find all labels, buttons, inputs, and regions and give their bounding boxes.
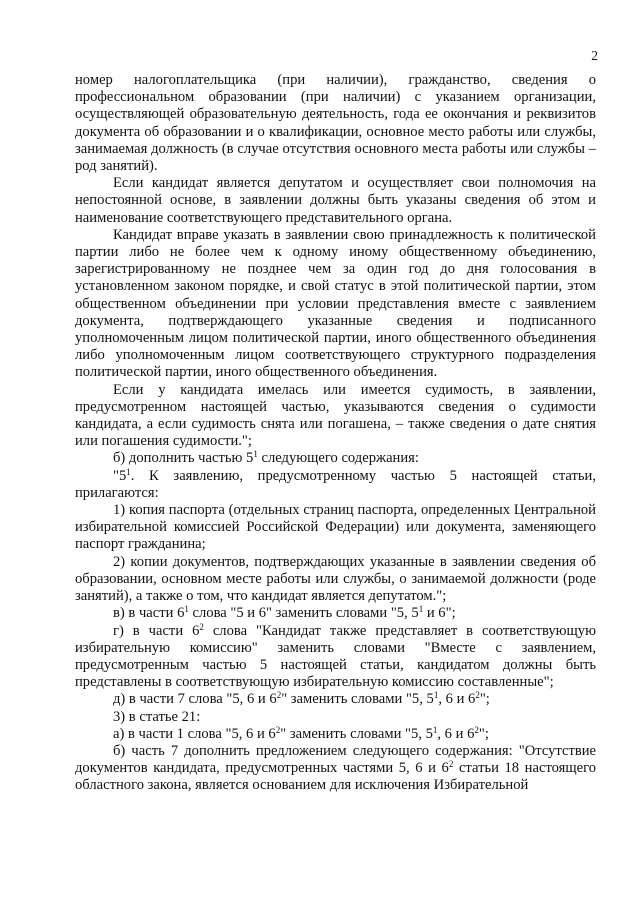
page-number: 2 <box>591 48 598 63</box>
text-run: г) в части 6 <box>113 622 200 639</box>
text-run: 1) копия паспорта (отдельных страниц паспорта, определенных Центральной избирательной комиссией Российской Федерации) или документа, заменяющего паспорт гражданина; <box>75 502 596 553</box>
paragraph-p2 <box>75 175 596 227</box>
superscript: 1 <box>253 449 258 460</box>
text-run: и 6"; <box>423 605 456 622</box>
paragraph-p3 <box>75 227 596 382</box>
superscript: 1 <box>126 466 131 477</box>
superscript: 2 <box>474 724 479 735</box>
paragraph-p13 <box>75 726 596 743</box>
text-run: следующего содержания: <box>257 450 419 467</box>
text-run: " заменить словами "5, 5 <box>281 691 434 708</box>
superscript: 2 <box>448 759 454 770</box>
paragraph-p14 <box>75 743 596 795</box>
superscript: 2 <box>199 621 204 632</box>
superscript: 2 <box>475 690 480 701</box>
text-run: статьи 18 настоящего областного закона, является основанием для исключения Избирательной <box>75 760 596 794</box>
paragraph-p12 <box>75 709 596 726</box>
superscript: 2 <box>276 690 282 701</box>
text-run: "; <box>478 725 489 742</box>
paragraph-p11 <box>75 691 596 708</box>
text-run: " заменить словами "5, 5 <box>280 725 433 742</box>
text-run: Если кандидат является депутатом и осуществляет свои полномочия на непостоянной основе, в заявлении должны быть указаны сведения об этом и наименование соответствующего представительного органа. <box>75 175 596 226</box>
document-body <box>75 72 596 795</box>
text-run: "5 <box>113 467 127 484</box>
text-run: б) дополнить частью 5 <box>113 450 254 467</box>
text-run: , 6 и 6 <box>438 691 476 708</box>
text-run: 3) в статье 21: <box>113 708 201 725</box>
text-run: б) часть 7 дополнить предложением следующего содержания: "Отсутствие документов кандидата, предусмотренных частями 5, 6 и 6 <box>75 742 596 777</box>
text-run: Кандидат вправе указать в заявлении свою принадлежность к политической партии либо не более чем к одному иному общественному объединению, зарегистрированному не позднее чем за один год до дня голосования в установленном законом порядке, и свой статус в этой политической партии, этом общественном объединении при условии представления вместе с заявлением документа, подтверждающего указанные сведения и подписанного уполномоченным лицом политической партии, иного общественного объединения либо уполномоченным лицом соответствующего структурного подразделения политической партии, иного общественного объединения. <box>75 226 596 381</box>
text-run: слова "5 и 6" заменить словами "5, 5 <box>188 605 419 622</box>
text-run: д) в части 7 слова "5, 6 и 6 <box>113 691 277 708</box>
superscript: 1 <box>432 724 438 735</box>
paragraph-p7 <box>75 502 596 554</box>
paragraph-p4 <box>75 382 596 451</box>
text-run: в) в части 6 <box>113 605 185 622</box>
paragraph-p6 <box>75 468 596 502</box>
text-run: номер налогоплательщика (при наличии), гражданство, сведения о профессиональном образовании (при наличии) с указанием организации, осуществляющей образовательную деятельность, года ее окончания и реквизитов документа об образовании и о квалификации, основное место работы или службы, занимаемая должность (в случае отсутствия основного места работы или службы – род занятий). <box>75 72 596 175</box>
paragraph-p8 <box>75 554 596 606</box>
superscript: 1 <box>418 604 424 615</box>
text-run: . К заявлению, предусмотренному частью 5 настоящей статьи, прилагаются: <box>75 467 596 501</box>
text-run: , 6 и 6 <box>437 725 475 742</box>
superscript: 2 <box>275 724 281 735</box>
text-run: 2) копии документов, подтверждающих указанные в заявлении сведения об образовании, основном месте работы или службы, о занимаемой должности (роде занятий), а также о том, что кандидат является депутатом."; <box>75 553 596 605</box>
paragraph-p10 <box>75 623 596 692</box>
paragraph-p9 <box>75 605 596 622</box>
superscript: 1 <box>433 690 439 701</box>
paragraph-p5 <box>75 450 596 467</box>
text-run: слова "Кандидат также представляет в соответствующую избирательную комиссию" заменить словами "Вместе с заявлением, предусмотренным частью 5 настоящей статьи, кандидатом должны быть представлены в соответствующую избирательную комиссию составленные"; <box>75 622 596 691</box>
text-run: а) в части 1 слова "5, 6 и 6 <box>113 725 276 742</box>
text-run: Если у кандидата имелась или имеется судимость, в заявлении, предусмотренном настоящей частью, указываются сведения о судимости кандидата, а если судимость снята или погашена, – также сведения о дате снятия или погашения судимости."; <box>75 381 596 450</box>
paragraph-p1 <box>75 72 596 175</box>
text-run: "; <box>479 691 490 708</box>
superscript: 1 <box>184 604 189 615</box>
